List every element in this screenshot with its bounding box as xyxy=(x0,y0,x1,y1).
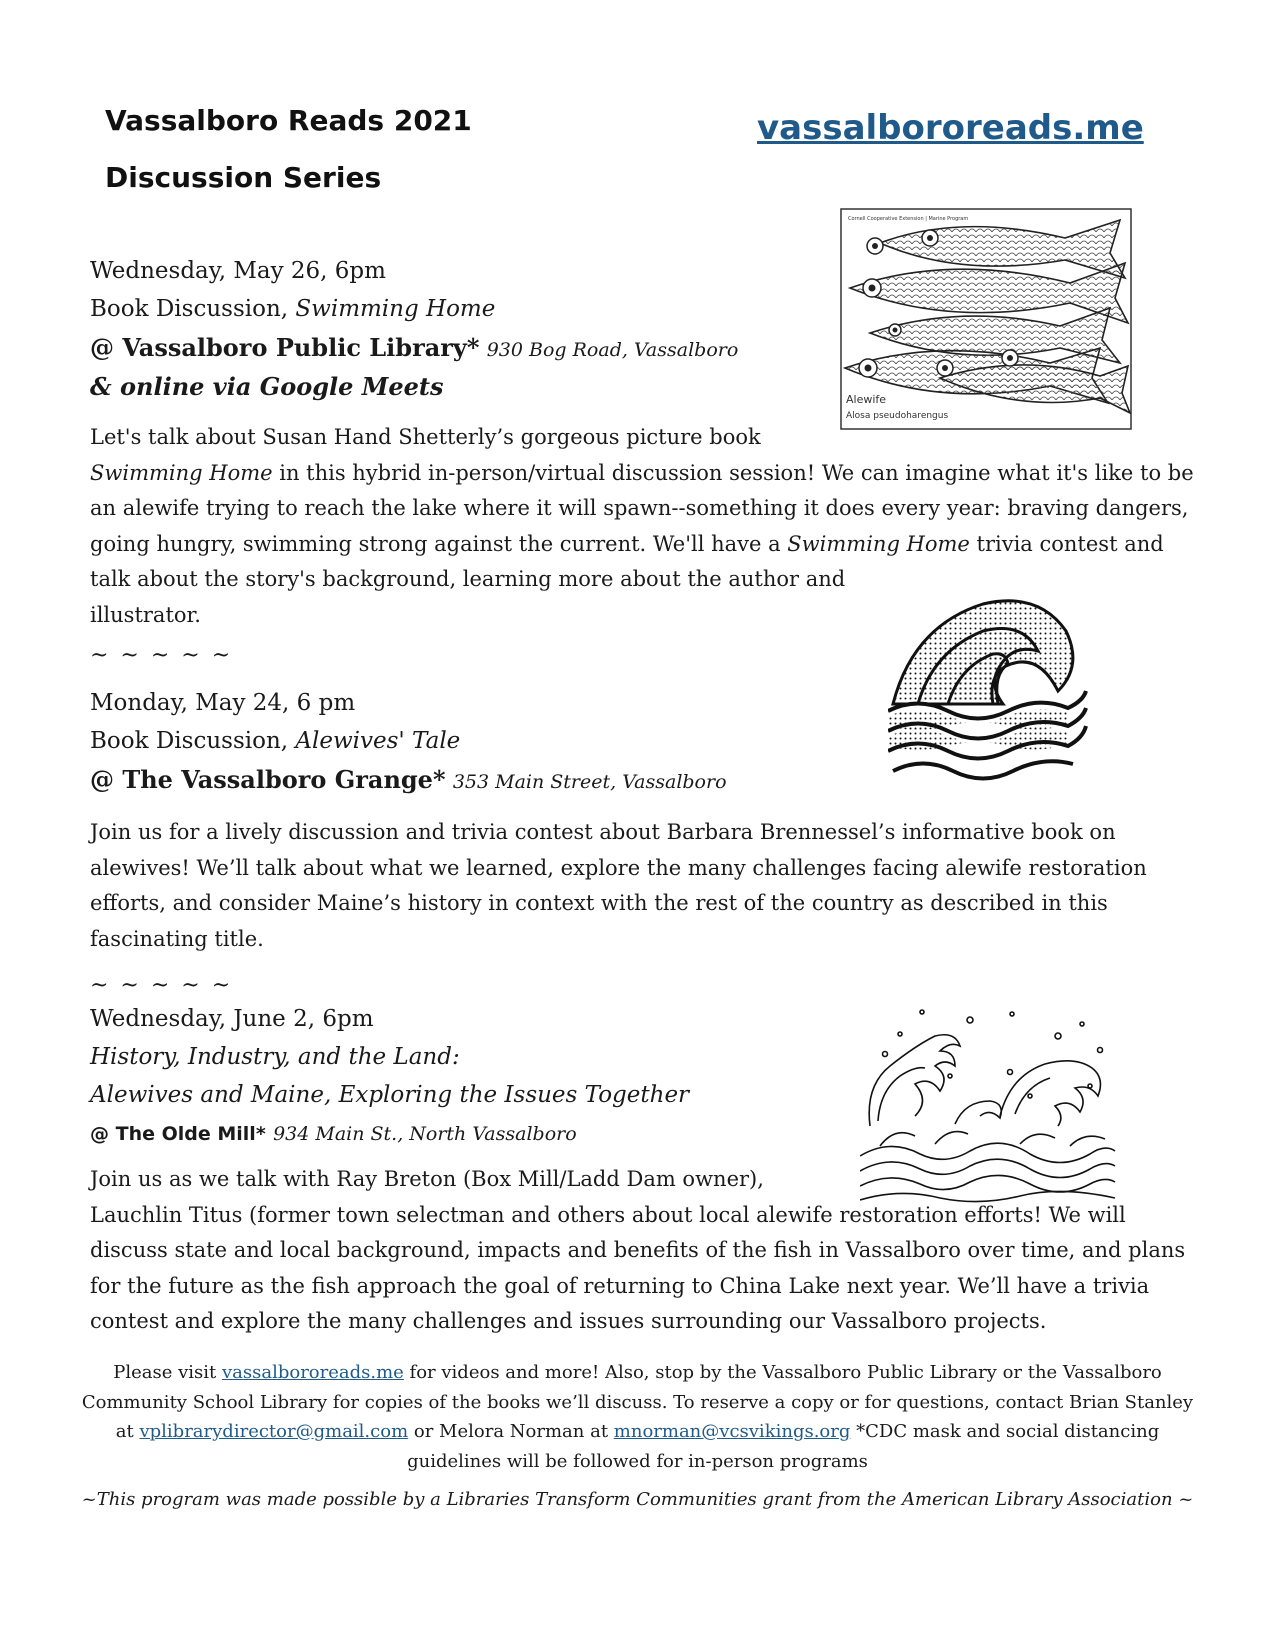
grant-note: ~This program was made possible by a Libraries Transform Communities grant from the American Library Association ~ xyxy=(81,1489,1194,1510)
footer-line: Community School Library for copies of the books we’ll discuss. To reserve a copy or for questions, contact Brian Stanley xyxy=(81,1391,1194,1413)
illustration-caption-2: Alosa pseudoharengus xyxy=(846,411,949,421)
separator: ~~~~~ xyxy=(90,973,243,998)
illustration-caption-1: Alewife xyxy=(846,393,887,406)
event3-desc-line: Join us as we talk with Ray Breton (Box Mill/Ladd Dam owner), xyxy=(90,1167,764,1191)
event1-desc-text: trivia contest and xyxy=(969,531,1164,556)
event2-book: Alewives' Tale xyxy=(295,728,461,754)
illustration-credit: Cornell Cooperative Extension | Marine Program xyxy=(848,216,969,222)
footer-info xyxy=(60,1358,1215,1476)
event1-title xyxy=(90,296,495,324)
event3-desc-line: discuss state and local background, impacts and benefits of the fish in Vassalboro over time, and plans xyxy=(90,1238,1186,1262)
event3-desc-line: contest and explore the many challenges and issues surrounding our Vassalboro projects. xyxy=(90,1309,1047,1333)
event3-description xyxy=(90,1162,1185,1340)
footer-text: *CDC mask and social distancing xyxy=(850,1421,1160,1442)
event3-subtitle-1: History, Industry, and the Land: xyxy=(90,1044,460,1070)
event2-desc-line: fascinating title. xyxy=(90,926,264,951)
event2-address: 353 Main Street, Vassalboro xyxy=(452,771,727,793)
event1-label: Book Discussion, xyxy=(90,296,296,322)
event3-venue-line xyxy=(90,1120,577,1148)
event1-desc-line xyxy=(90,456,1194,492)
event1-desc-line: Let's talk about Susan Hand Shetterly’s gorgeous picture book xyxy=(90,425,761,449)
event1-venue-line xyxy=(90,334,738,364)
event2-venue-line xyxy=(90,766,727,796)
event1-desc-book: Swimming Home xyxy=(90,460,273,485)
footer-email-link-1[interactable]: vplibrarydirector@gmail.com xyxy=(139,1421,409,1442)
event2-date: Monday, May 24, 6 pm xyxy=(90,690,356,716)
event1-desc-text: in this hybrid in-person/virtual discussion session! We can imagine what it's like to be xyxy=(272,460,1194,485)
event1-desc-line: illustrator. xyxy=(90,602,201,627)
footer-text: at xyxy=(115,1421,140,1442)
event3-date: Wednesday, June 2, 6pm xyxy=(90,1006,374,1032)
event3-venue: @ The Olde Mill* xyxy=(90,1123,266,1145)
event3-subtitle-2: Alewives and Maine, Exploring the Issues Together xyxy=(90,1082,690,1108)
event2-description xyxy=(90,815,1147,957)
footer-website-link[interactable]: vassalbororeads.me xyxy=(221,1362,404,1383)
event1-desc-line: an alewife trying to reach the lake where it will spawn--something it does every year: braving dangers, xyxy=(90,496,1189,520)
website-link[interactable]: vassalbororeads.me xyxy=(757,108,1144,148)
event2-desc-line: efforts, and consider Maine’s history in context with the rest of the country as described in this xyxy=(90,891,1108,915)
footer-text: Please visit xyxy=(113,1362,222,1383)
event2-label: Book Discussion, xyxy=(90,728,296,754)
footer-line xyxy=(60,1417,1215,1447)
event1-desc-text: going hungry, swimming strong against the current. We'll have a xyxy=(90,531,788,556)
page-title: Vassalboro Reads 2021 xyxy=(105,104,472,137)
event1-address: 930 Bog Road, Vassalboro xyxy=(486,339,739,361)
event3-desc-line: Lauchlin Titus (former town selectman and others about local alewife restoration efforts! We will xyxy=(90,1202,1126,1227)
event1-desc-line xyxy=(90,527,1194,563)
wave-illustration xyxy=(888,596,1088,781)
alewife-illustration xyxy=(840,208,1132,430)
separator: ~~~~~ xyxy=(90,643,243,668)
event1-online: & online via Google Meets xyxy=(90,372,444,401)
event1-desc-line: talk about the story's background, learning more about the author and xyxy=(90,567,846,591)
event1-book: Swimming Home xyxy=(295,296,496,322)
event3-desc-line: for the future as the fish approach the goal of returning to China Lake next year. We’ll have a trivia xyxy=(90,1273,1150,1298)
event1-venue: @ Vassalboro Public Library* xyxy=(90,333,480,362)
event2-desc-line: alewives! We’ll talk about what we learned, explore the many challenges facing alewife restoration xyxy=(90,855,1147,880)
event3-address: 934 Main St., North Vassalboro xyxy=(273,1123,577,1145)
footer-text: for videos and more! Also, stop by the Vassalboro Public Library or the Vassalboro xyxy=(403,1362,1162,1383)
event1-desc-book: Swimming Home xyxy=(787,531,970,556)
event2-title xyxy=(90,728,460,756)
footer-line xyxy=(60,1358,1215,1388)
event2-venue: @ The Vassalboro Grange* xyxy=(90,765,446,794)
event1-date: Wednesday, May 26, 6pm xyxy=(90,258,386,284)
footer-line: guidelines will be followed for in-person programs xyxy=(407,1450,868,1472)
event2-desc-line: Join us for a lively discussion and trivia contest about Barbara Brennessel’s informative book on xyxy=(90,820,1116,844)
footer-text: or Melora Norman at xyxy=(408,1421,614,1442)
footer-email-link-2[interactable]: mnorman@vcsvikings.org xyxy=(613,1421,851,1442)
page-subtitle: Discussion Series xyxy=(105,161,382,194)
